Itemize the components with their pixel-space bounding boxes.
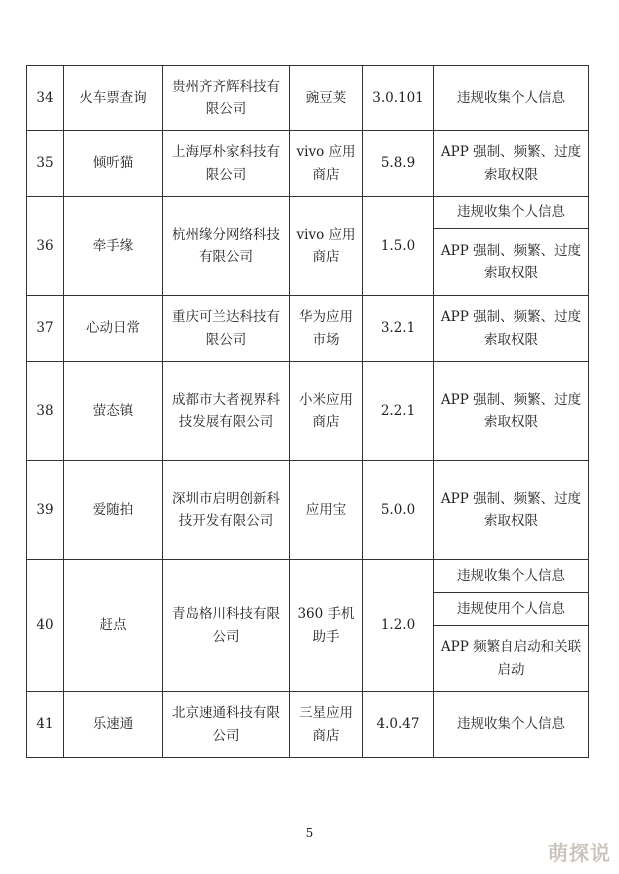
- cell-no: 39: [27, 461, 64, 560]
- watermark-logo: 萌探说: [548, 841, 611, 865]
- cell-version: 2.2.1: [363, 362, 434, 461]
- cell-no: 34: [27, 66, 64, 131]
- cell-no: 41: [27, 692, 64, 758]
- table-row: [27, 66, 589, 131]
- cell-company: 北京速通科技有限公司: [163, 692, 290, 758]
- cell-no: 36: [27, 197, 64, 296]
- cell-no: 35: [27, 131, 64, 197]
- cell-app-name: 心动日常: [64, 296, 163, 362]
- cell-store: 应用宝: [290, 461, 363, 560]
- cell-company: 深圳市启明创新科技开发有限公司: [163, 461, 290, 560]
- cell-version: 4.0.47: [363, 692, 434, 758]
- cell-issue: APP 强制、频繁、过度索取权限: [434, 461, 589, 560]
- cell-company: 上海厚朴家科技有限公司: [163, 131, 290, 197]
- table-subrow: [27, 197, 589, 229]
- cell-company: 杭州缘分网络科技有限公司: [163, 197, 290, 296]
- cell-version: 1.2.0: [363, 560, 434, 692]
- cell-app-name: 乐速通: [64, 692, 163, 758]
- page-number: 5: [305, 826, 314, 840]
- cell-issue: 违规收集个人信息: [434, 560, 589, 593]
- cell-no: 40: [27, 560, 64, 692]
- table-row: [27, 461, 589, 560]
- table-body: [27, 66, 589, 758]
- cell-company: 重庆可兰达科技有限公司: [163, 296, 290, 362]
- cell-no: 37: [27, 296, 64, 362]
- table-row: [27, 131, 589, 197]
- cell-app-name: 爱随拍: [64, 461, 163, 560]
- cell-version: 5.8.9: [363, 131, 434, 197]
- table-row: [27, 692, 589, 758]
- cell-version: 3.2.1: [363, 296, 434, 362]
- cell-app-name: 牵手缘: [64, 197, 163, 296]
- cell-app-name: 倾听猫: [64, 131, 163, 197]
- cell-issue: APP 强制、频繁、过度索取权限: [434, 296, 589, 362]
- cell-issue: APP 强制、频繁、过度索取权限: [434, 131, 589, 197]
- cell-company: 青岛格川科技有限公司: [163, 560, 290, 692]
- cell-version: 5.0.0: [363, 461, 434, 560]
- cell-no: 38: [27, 362, 64, 461]
- cell-app-name: 赶点: [64, 560, 163, 692]
- cell-store: 360 手机助手: [290, 560, 363, 692]
- table-subrow: [27, 560, 589, 593]
- table-row: [27, 296, 589, 362]
- cell-store: vivo 应用商店: [290, 131, 363, 197]
- cell-store: 三星应用商店: [290, 692, 363, 758]
- cell-store: 小米应用商店: [290, 362, 363, 461]
- cell-issue: 违规收集个人信息: [434, 692, 589, 758]
- cell-issue: 违规收集个人信息: [434, 66, 589, 131]
- cell-company: 成都市大者视界科技发展有限公司: [163, 362, 290, 461]
- cell-app-name: 火车票查询: [64, 66, 163, 131]
- cell-company: 贵州齐齐辉科技有限公司: [163, 66, 290, 131]
- cell-issue: 违规收集个人信息: [434, 197, 589, 229]
- cell-version: 3.0.101: [363, 66, 434, 131]
- cell-store: 华为应用市场: [290, 296, 363, 362]
- cell-version: 1.5.0: [363, 197, 434, 296]
- cell-app-name: 萤态镇: [64, 362, 163, 461]
- cell-issue: APP 强制、频繁、过度索取权限: [434, 362, 589, 461]
- cell-issue: APP 强制、频繁、过度索取权限: [434, 229, 589, 296]
- table-row: [27, 362, 589, 461]
- cell-issue: 违规使用个人信息: [434, 593, 589, 626]
- cell-issue: APP 频繁自启动和关联启动: [434, 626, 589, 692]
- app-violation-table: [26, 65, 589, 758]
- cell-store: vivo 应用商店: [290, 197, 363, 296]
- cell-store: 豌豆荚: [290, 66, 363, 131]
